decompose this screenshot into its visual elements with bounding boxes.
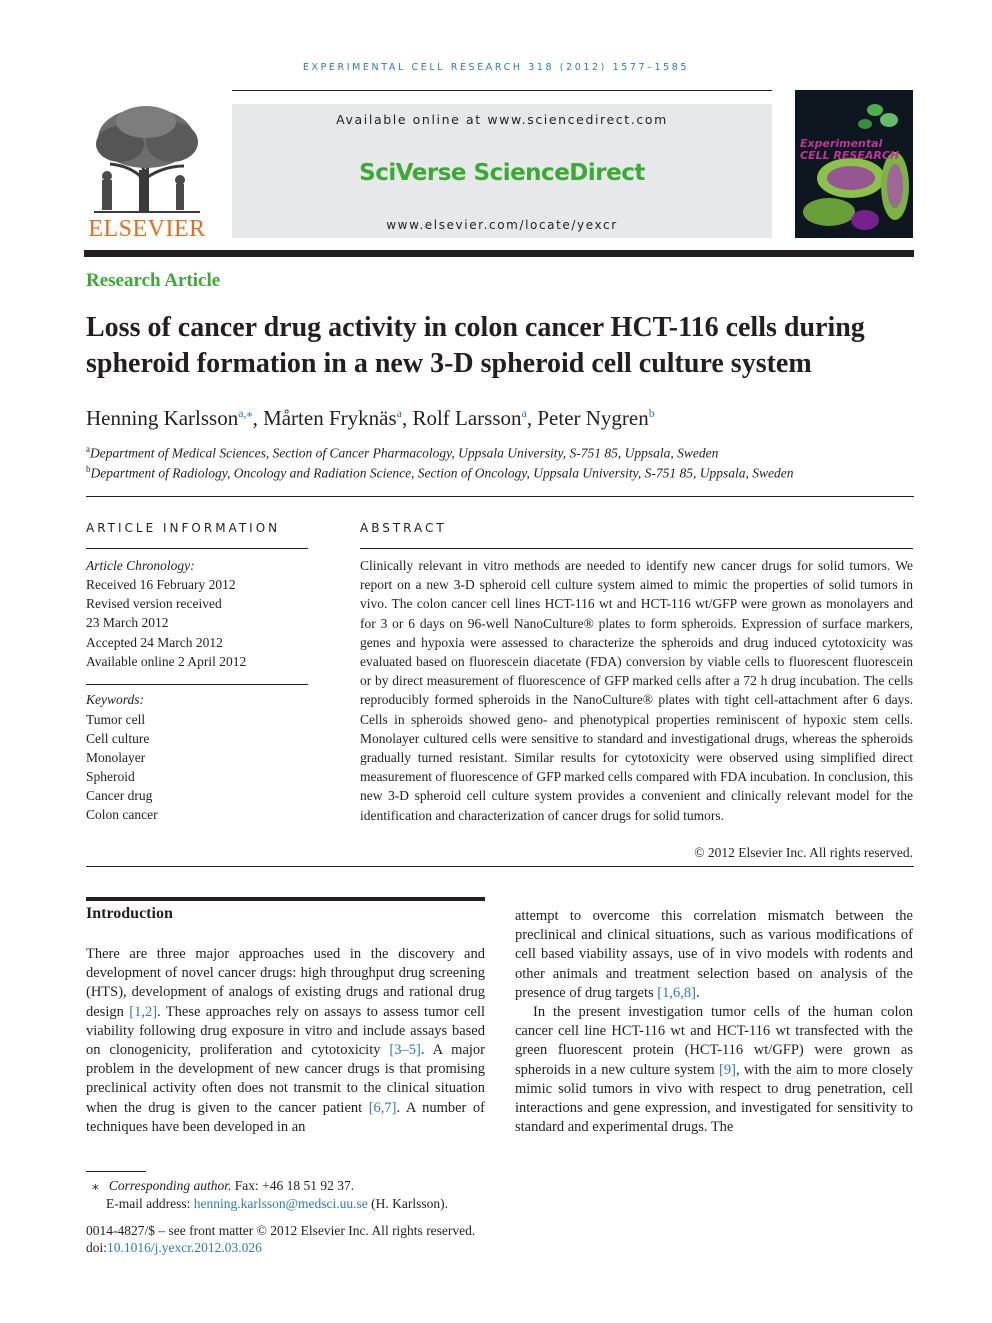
intro-left-column	[86, 945, 485, 1137]
affil-text: Department of Medical Sciences, Section of Cancer Pharmacology, Uppsala University, S-751 85, Uppsala, Sweden	[90, 445, 719, 461]
header-thick-rule	[84, 250, 914, 257]
author-name[interactable]: Peter Nygren	[537, 406, 649, 430]
abstract-text: Clinically relevant in vitro methods are needed to identify new cancer drugs for solid tumors. We report on a new 3-D spheroid cell culture system aimed to mimic the properties of solid tumors in vivo. The colon cancer cell lines HCT-116 wt and HCT-116 wt/GFP were grown as monolayers and for 3 or 6 days on 96-well NanoCulture® plates to form spheroids. Expression of surface markers, genes and hypoxia were assessed to characterize the spheroids and drug induced cytotoxicity was evaluated based on fluorescein diacetate (FDA) conversion by viable cells to fluorescent fluorescein or by direct measurement of fluorescence of GFP marked cells after a 72 h drug incubation. The cells reproducibly formed spheroids in the NanoCulture® plates with tight cell-attachment after 6 days. Cells in spheroids showed geno- and phenotypical properties reminiscent of hypoxic stem cells. Monolayer cultured cells were sensitive to standard and investigational drugs, whereas the spheroids gradually turned resistant. Similar results for cytotoxicity were observed using simplified direct measurement of fluorescence of GFP marked cells compared with FDA incubation. In conclusion, this new 3-D spheroid cell culture system provides a convenient and clinically relevant model for the identification and characterization of cancer drugs for solid tumors.	[360, 558, 913, 823]
intro-rule	[86, 897, 485, 901]
text-run: , with the aim to more closely mimic solid tumors in vivo with respect to drug penetration, cell interactions and gene expression, and investigated for sensitivity to standard and experimental drugs. The	[515, 1061, 913, 1136]
corresponding-label: Corresponding author.	[108, 1178, 232, 1193]
email-link[interactable]: henning.karlsson@medsci.uu.se	[193, 1196, 368, 1211]
text-run: . These approaches rely on assays to assess tumor cell viability following drug exposure in vitro and include assays based on clonogenicity, proliferation and cytotoxicity	[86, 1003, 485, 1059]
text-run: There are three major approaches used in the discovery and development of novel cancer drugs: high throughput drug screening (HTS), development of analogs of existing drugs and rational drug design	[86, 946, 485, 1020]
keyword-item: Spheroid	[86, 769, 135, 784]
author-name[interactable]: Mårten Fryknäs	[263, 406, 397, 430]
author-sep: ,	[252, 406, 264, 430]
journal-url[interactable]: www.elsevier.com/locate/yexcr	[386, 218, 618, 232]
abstract-rule	[360, 548, 913, 549]
chronology-item: Accepted 24 March 2012	[86, 635, 223, 650]
doi-label: doi:	[86, 1240, 108, 1255]
citation-link[interactable]: [1,2]	[129, 1003, 158, 1020]
journal-citation[interactable]: EXPERIMENTAL CELL RESEARCH 318 (2012) 1577–1585	[302, 62, 690, 73]
corresponding-footnote	[92, 1178, 354, 1194]
affil-sup: b	[86, 464, 91, 474]
author-list	[86, 406, 655, 431]
intro-heading: Introduction	[86, 905, 173, 922]
keywords-rule	[86, 684, 308, 685]
author-sep: ,	[526, 406, 538, 430]
keyword-item: Colon cancer	[86, 807, 158, 822]
email-footnote	[106, 1196, 448, 1212]
corresponding-star[interactable]: ⁎	[246, 406, 253, 420]
intro-paragraph	[86, 945, 485, 1137]
article-title: Loss of cancer drug activity in colon cancer HCT-116 cells during spheroid formation in a new 3-D spheroid cell culture system	[86, 312, 865, 379]
keyword-item: Tumor cell	[86, 712, 146, 727]
footnote-rule	[86, 1171, 146, 1172]
author-name[interactable]: Rolf Larsson	[412, 406, 522, 430]
intro-paragraph	[515, 1003, 913, 1137]
footnote-star: ⁎	[92, 1178, 99, 1193]
author-affil-sup[interactable]: b	[648, 406, 655, 420]
article-info-heading: ARTICLE INFORMATION	[86, 521, 281, 535]
cover-title: Experimental CELL RESEARCH	[800, 137, 900, 162]
citation-link[interactable]: [3–5]	[389, 1042, 421, 1059]
available-online-text[interactable]: Available online at www.sciencedirect.com	[336, 112, 668, 127]
article-type: Research Article	[86, 270, 221, 291]
author-name[interactable]: Henning Karlsson	[86, 406, 239, 430]
issn-line: 0014-4827/$ – see front matter © 2012 Elsevier Inc. All rights reserved.	[86, 1223, 476, 1238]
affil-sup: a	[86, 444, 90, 454]
email-suffix: (H. Karlsson).	[371, 1196, 449, 1211]
citation-link[interactable]: [6,7]	[368, 1099, 397, 1116]
sciverse-brand[interactable]: SciVerse ScienceDirect	[359, 160, 645, 186]
abstract-end-rule	[86, 866, 914, 867]
doi-line	[86, 1240, 262, 1256]
affil-text: Department of Radiology, Oncology and Radiation Science, Section of Oncology, Uppsala University, S-751 85, Uppsala, Sweden	[90, 465, 794, 481]
keyword-item: Cancer drug	[86, 788, 153, 803]
citation-link[interactable]: [9]	[719, 1061, 736, 1078]
intro-right-column	[515, 907, 913, 1137]
author-affil-sup[interactable]: a,	[238, 406, 247, 420]
fax-number: Fax: +46 18 51 92 37.	[234, 1178, 355, 1193]
email-label: E-mail address:	[106, 1196, 191, 1211]
chronology-item: 23 March 2012	[86, 615, 169, 630]
text-run: . A number of techniques have been developed in an	[86, 1099, 486, 1135]
elsevier-wordmark: ELSEVIER	[88, 216, 206, 242]
author-affil-sup[interactable]: a	[396, 406, 402, 420]
keyword-item: Monolayer	[86, 750, 146, 765]
abstract-heading: ABSTRACT	[360, 521, 447, 535]
text-run: In the present investigation tumor cells of the human colon cancer cell line HCT-116 wt and HCT-116 wt transfected with the green fluorescent protein (HCT-116 wt/GFP) were grown as spheroids in a new culture system	[515, 1004, 913, 1078]
abstract-copyright: © 2012 Elsevier Inc. All rights reserved.	[694, 845, 913, 860]
chronology-label: Article Chronology:	[86, 558, 195, 573]
text-run: . A major problem in the development of new cancer drugs is that promising preclinical activity often does not transmit to the clinical situation when the drug is given to the cancer patient	[86, 1042, 485, 1116]
intro-paragraph	[515, 907, 913, 1003]
text-run: attempt to overcome this correlation mismatch between the preclinical and clinical situations, such as various modifications of cell based viability assays, use of in vivo models with rodents and other animals and treatment selection based on analysis of the presence of drug targets	[515, 908, 913, 1001]
citation-link[interactable]: [1,6,8]	[657, 984, 696, 1001]
section-rule	[86, 496, 914, 497]
journal-cover-image[interactable]	[795, 90, 913, 238]
text-run: .	[695, 984, 700, 1001]
author-sep: ,	[401, 406, 413, 430]
chronology-item: Available online 2 April 2012	[86, 654, 247, 669]
affiliation-b	[86, 464, 794, 482]
keyword-item: Cell culture	[86, 731, 150, 746]
affiliation-a	[86, 444, 718, 462]
header-rule	[232, 90, 772, 91]
author-affil-sup[interactable]: a	[521, 406, 527, 420]
cover-art-icon	[795, 90, 913, 238]
chronology-item: Received 16 February 2012	[86, 577, 236, 592]
chronology-item: Revised version received	[86, 596, 222, 611]
article-info-rule	[86, 548, 308, 549]
tree-icon	[84, 100, 210, 218]
doi-link[interactable]: 10.1016/j.yexcr.2012.03.026	[107, 1240, 262, 1255]
keywords-label: Keywords:	[86, 692, 144, 707]
